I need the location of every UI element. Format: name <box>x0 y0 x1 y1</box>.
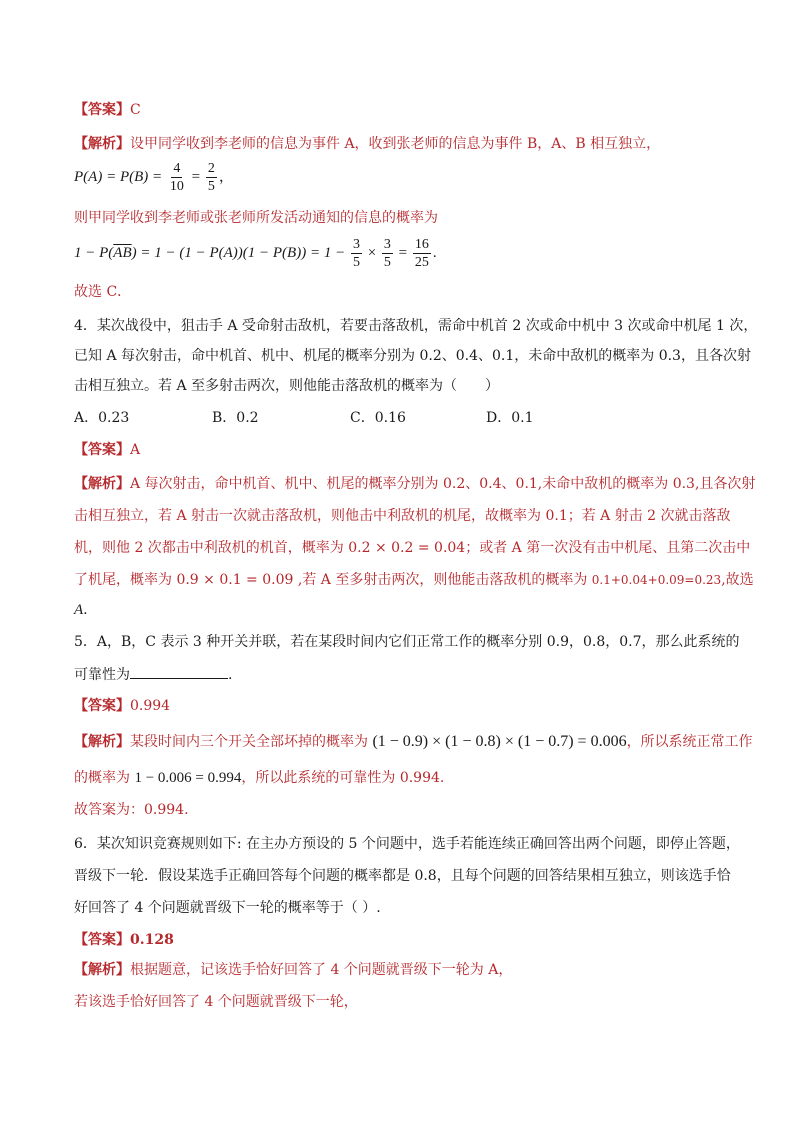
fraction: $\frac{4}{10}$ <box>169 161 184 194</box>
fraction: $\frac{3}{5}$ <box>352 237 360 270</box>
q3-analysis-line-1: 【解析】设甲同学收到李老师的信息为事件 A，收到张老师的信息为事件 B，A、B 相互独立， <box>74 136 661 152</box>
q3-equation-2: $1 - P(\overline{AB}) = 1 - (1 - P(A))(1 - P(B)) = 1$ − $\frac{3}{5}$ × $\frac{3}{5}$ = $\frac{16}{25}$ . <box>74 237 437 270</box>
fraction: $\frac{3}{5}$ <box>383 237 391 270</box>
q6-analysis-line-1: 【解析】根据题意，记该选手恰好回答了 4 个问题就晋级下一轮为 A， <box>74 962 513 978</box>
q5-stem-line-2: 可靠性为 . <box>74 664 232 685</box>
q4-option-c: C．0.16 <box>350 410 406 426</box>
q3-answer-value: C <box>130 102 141 118</box>
q4-analysis-line-2: 击相互独立，若 A 射击一次就击落敌机，则他击中利敌机的机尾，故概率为 0.1；若 A 射击 2 次就击落敌 <box>74 508 731 524</box>
q6-stem-line-1: 6．某次知识竞赛规则如下: 在主办方预设的 5 个问题中，选手若能连续正确回答出两个问题，即停止答题， <box>74 836 740 852</box>
q4-option-d: D．0.1 <box>486 410 534 426</box>
fraction: $\frac{16}{25}$ <box>414 237 429 270</box>
q4-answer-line: 【答案】A <box>74 442 141 458</box>
q5-stem-line-1: 5．A，B，C 表示 3 种开关并联，若在某段时间内它们正常工作的概率分别 0.9，0.8，0.7，那么此系统的 <box>74 634 740 650</box>
answer-label: 【答案】 <box>74 102 130 118</box>
q3-equation-1: P(A) = P(B) = $\frac{4}{10}$ = $\frac{2}{5}$ ， <box>74 161 234 194</box>
q4-analysis-line-4: 了机尾，概率为 0.9 × 0.1 = 0.09 ,若 A 至多射击两次，则他能击落敌机的概率为 0.1+0.04+0.09=0.23,故选 <box>74 572 754 588</box>
q3-conclusion: 故选 C． <box>74 284 132 300</box>
q4-stem-line-1: 4．某次战役中，狙击手 A 受命射击敌机，若要击落敌机，需命中机首 2 次或命中机中 3 次或命中机尾 1 次， <box>74 318 758 334</box>
q4-analysis-line-1: 【解析】A 每次射击，命中机首、机中、机尾的概率分别为 0.2、0.4、0.1,未命中敌机的概率为 0.3,且各次射 <box>74 476 756 492</box>
q4-stem-line-2: 已知 A 每次射击，命中机首、机中、机尾的概率分别为 0.2、0.4、0.1，未命中敌机的概率为 0.3，且各次射 <box>74 348 751 364</box>
q6-stem-line-2: 晋级下一轮．假设某选手正确回答每个问题的概率都是 0.8，且每个问题的回答结果相互独立，则该选手恰 <box>74 868 731 884</box>
q6-answer-line: 【答案】0.128 <box>74 932 174 948</box>
q3-analysis-line-3: 则甲同学收到李老师或张老师所发活动通知的信息的概率为 <box>74 210 438 226</box>
q4-stem-line-3: 击相互独立。若 A 至多射击两次，则他能击落敌机的概率为（ ） <box>74 378 500 394</box>
q5-analysis-line-1: 【解析】某段时间内三个开关全部坏掉的概率为 (1 − 0.9) × (1 − 0.8) × (1 − 0.7) = 0.006，所以系统正常工作 <box>74 733 753 750</box>
q3-answer-line <box>74 100 141 120</box>
q6-answer-value: 0.128 <box>130 932 174 948</box>
answer-blank <box>130 664 228 679</box>
q4-option-b: B．0.2 <box>212 410 259 426</box>
q5-answer-line: 【答案】0.994 <box>74 698 171 714</box>
q4-analysis-line-3: 机，则他 2 次都击中利敌机的机首，概率为 0.2 × 0.2 = 0.04；或者 A 第一次没有击中机尾、且第二次击中 <box>74 540 751 556</box>
q4-option-a: A．0.23 <box>74 410 130 426</box>
analysis-label: 【解析】 <box>74 136 130 152</box>
q5-analysis-line-2: 的概率为 1 − 0.006 = 0.994，所以此系统的可靠性为 0.994. <box>74 770 445 786</box>
q6-stem-line-3: 好回答了 4 个问题就晋级下一轮的概率等于（ ）. <box>74 900 381 916</box>
q5-conclusion: 故答案为：0.994. <box>74 802 189 818</box>
q6-analysis-line-2: 若该选手恰好回答了 4 个问题就晋级下一轮， <box>74 994 358 1010</box>
q4-answer-value: A <box>130 442 141 458</box>
q4-analysis-line-5: A. <box>74 602 88 618</box>
q4-options <box>74 408 554 428</box>
q5-answer-value: 0.994 <box>130 698 171 714</box>
fraction: $\frac{2}{5}$ <box>207 161 215 194</box>
